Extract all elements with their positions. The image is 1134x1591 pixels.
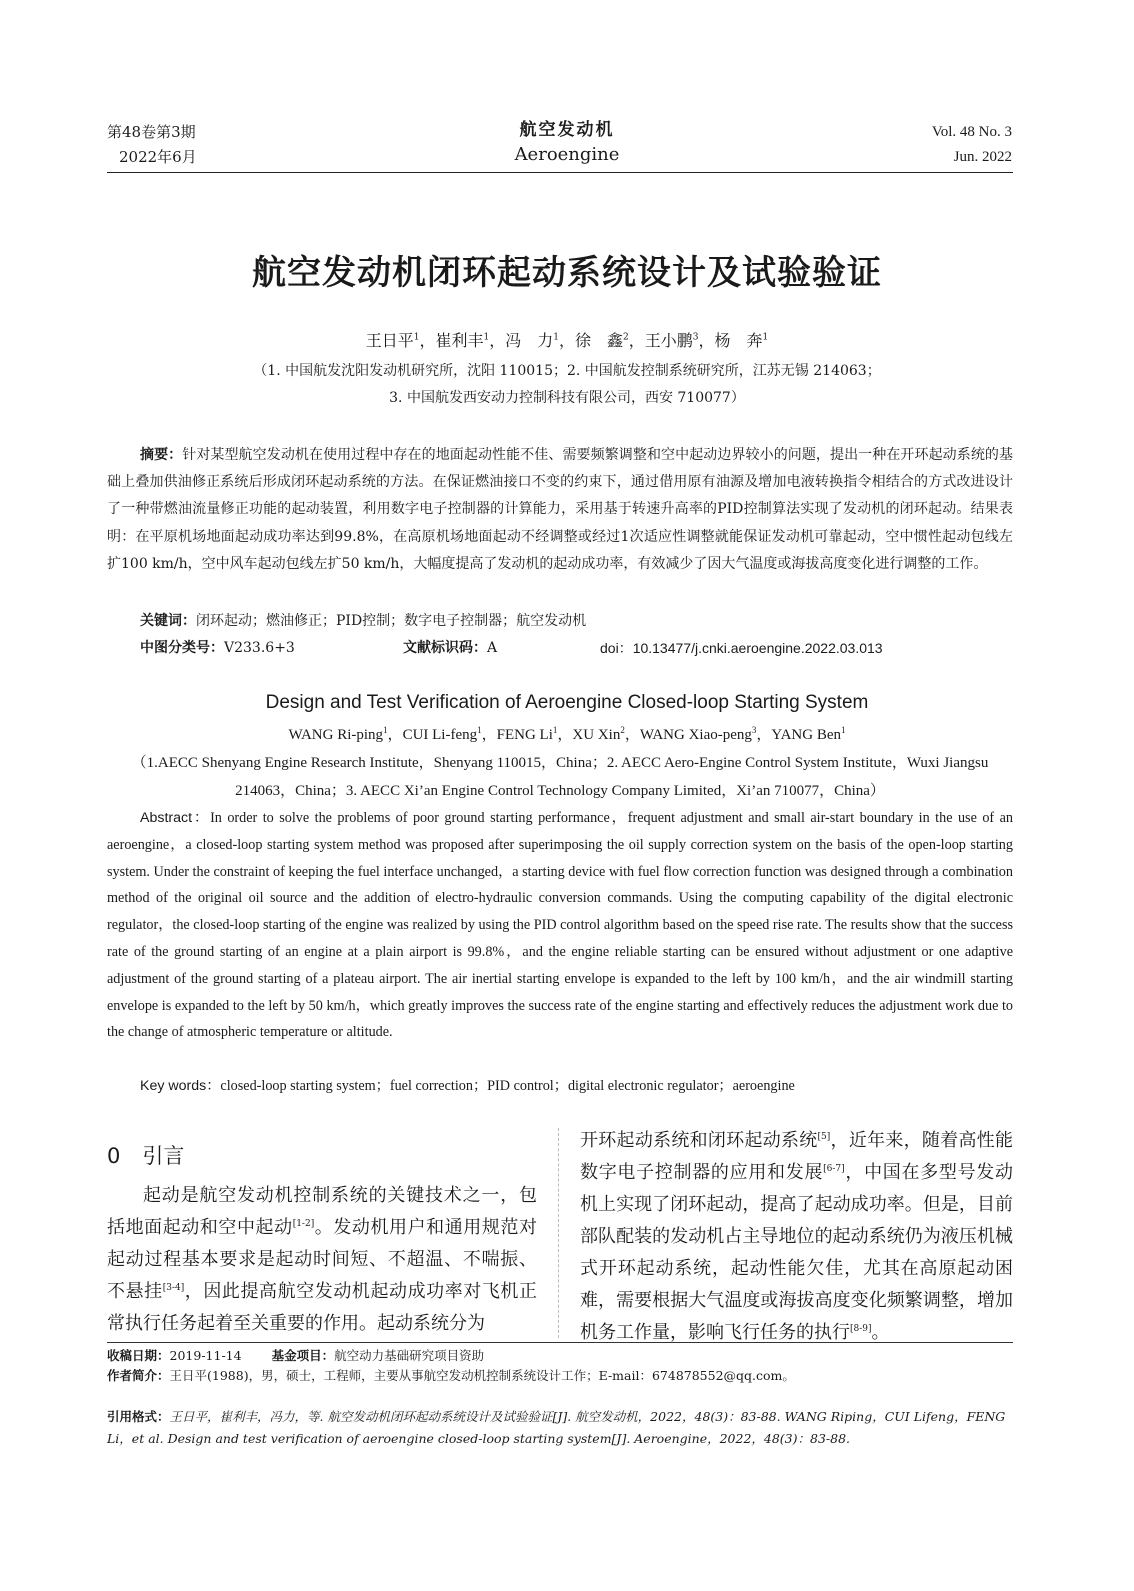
footnote-divider [107, 1342, 1013, 1343]
citation-ref[interactable]: [6-7] [823, 1164, 845, 1174]
body-text: 起动是航空发动机控制系统的关键技术之一，包括地面起动和空中起动 [107, 1185, 537, 1238]
keywords-cn-label: 关键词： [140, 613, 196, 629]
citation-ref[interactable]: [8-9] [850, 1324, 872, 1334]
body-text: 开环起动系统和闭环起动系统 [580, 1130, 818, 1151]
author-bio-value: 王日平(1988)，男，硕士，工程师，主要从事航空发动机控制系统设计工作；E-mail：674878552@qq.com。 [169, 1368, 795, 1383]
body-column-left [107, 1180, 537, 1340]
date-cn: 2022年6月 [119, 148, 197, 166]
body-text: 。发动机用户和通用规范对起动过程基本要求是起动时间短、不超温、不喘振、不悬挂 [107, 1217, 538, 1302]
footnote-citation [107, 1406, 1013, 1450]
affiliations-cn [0, 358, 1134, 412]
section-heading [107, 1140, 184, 1170]
keywords-cn-text: 闭环起动；燃油修正；PID控制；数字电子控制器；航空发动机 [196, 613, 587, 629]
author-cn: 冯 力$^1$ [505, 331, 559, 350]
affiliation-line: （1.AECC Shenyang Engine Research Institute，Shenyang 110015，China；2. AECC Aero-Engine Control System Institute，Wuxi Jiangsu [131, 755, 989, 771]
keywords-en-label: Key words： [140, 1078, 221, 1094]
author-bio-label: 作者简介： [107, 1368, 170, 1383]
abstract-en [107, 805, 1013, 1046]
date-en: Jun. 2022 [953, 149, 1012, 165]
author-cn: 王日平$^1$ [365, 331, 420, 350]
abstract-cn [107, 442, 1013, 578]
keywords-cn [140, 609, 586, 633]
classification-line [140, 636, 1013, 660]
section-number: 0 [107, 1144, 121, 1168]
author-cn: 王小鹏$^3$ [644, 331, 699, 350]
body-column-right [580, 1125, 1013, 1349]
keywords-en-text: closed-loop starting system；fuel correction；PID control；digital electronic regulator；aeroengine [220, 1078, 795, 1094]
affiliation-line: 214063，China；3. AECC Xi’an Engine Control Technology Company Limited，Xi’an 710077，China） [235, 783, 885, 799]
fund-label: 基金项目： [271, 1348, 335, 1363]
fund-value: 航空动力基础研究项目资助 [334, 1348, 485, 1363]
author-en: WANG Xiao-peng$^3$ [639, 725, 757, 743]
paper-title-en: Design and Test Verification of Aeroengine Closed-loop Starting System [265, 692, 869, 713]
author-list-en: WANG Ri-ping$^1$，CUI Li-feng$^1$，FENG Li$^1$，XU Xin$^2$，WANG Xiao-peng$^3$，YANG Ben$^1$ [288, 725, 846, 743]
affiliations-en [107, 749, 1013, 805]
doc-code-value: A [487, 640, 498, 656]
citation-ref[interactable]: [5] [817, 1132, 831, 1142]
body-text: ，中国在多型号发动机上实现了闭环起动，提高了起动成功率。但是，目前部队配装的发动机占主导地位的起动系统仍为液压机械式开环起动系统，起动性能欠佳，尤其在高原起动困难，需要根据大气温度或海拔高度变化频繁调整，增加机务工作量，影响飞行任务的执行 [580, 1162, 1014, 1343]
doc-code-label: 文献标识码： [403, 640, 487, 656]
citation-ref[interactable]: [1-2] [292, 1219, 315, 1229]
citation-value: 王日平，崔利丰，冯力，等. 航空发动机闭环起动系统设计及试验验证[J]. 航空发动机，2022，48(3)：83-88. WANG Riping，CUI Lifeng，FENG Li，et al. Design and test verification of aeroengine closed-loop starting system[J]. Aeroengine，2022，48(3)：83-88. [107, 1409, 1006, 1446]
abstract-cn-text: 针对某型航空发动机在使用过程中存在的地面起动性能不佳、需要频繁调整和空中起动边界较小的问题，提出一种在开环起动系统的基础上叠加供油修正系统后形成闭环起动系统的方法。在保证燃油接口不变的约束下，通过借用原有油源及增加电液转换指令相结合的方式改进设计了一种带燃油流量修正功能的起动装置，利用数字电子控制器的计算能力，采用基于转速升高率的PID控制算法实现了发动机的闭环起动。结果表明：在平原机场地面起动成功率达到99.8%，在高原机场地面起动不经调整或经过1次适应性调整就能保证发动机可靠起动，空中惯性起动包线左扩100 km/h，空中风车起动包线左扩50 km/h，大幅度提高了发动机的起动成功率，有效减少了因大气温度或海拔高度变化进行调整的工作。 [107, 447, 1014, 572]
author-en: XU Xin$^2$ [572, 725, 625, 743]
body-text: ，近年来，随着高性能数字电子控制器的应用和发展 [580, 1130, 1013, 1183]
abstract-cn-label: 摘要： [140, 447, 183, 463]
doi-label: doi： [600, 640, 633, 656]
affiliation-line: 3. 中国航发西安动力控制科技有限公司，西安 710077） [389, 390, 745, 406]
author-cn: 崔利丰$^1$ [435, 331, 490, 350]
footnote-received-fund [107, 1346, 1013, 1366]
received-label: 收稿日期： [107, 1348, 170, 1363]
author-cn: 徐 鑫$^2$ [575, 331, 629, 350]
author-en: FENG Li$^1$ [496, 725, 558, 743]
author-cn: 杨 奔$^1$ [714, 331, 769, 350]
column-divider [558, 1128, 559, 1338]
affiliation-line: （1. 中国航发沈阳发动机研究所，沈阳 110015；2. 中国航发控制系统研究所，江苏无锡 214063； [253, 363, 881, 379]
journal-name-en: Aeroengine [514, 144, 620, 165]
author-en: YANG Ben$^1$ [771, 725, 846, 743]
received-value: 2019-11-14 [169, 1348, 242, 1363]
journal-name-cn: 航空发动机 [519, 120, 615, 140]
doi-value: 10.13477/j.cnki.aeroengine.2022.03.013 [632, 640, 883, 656]
citation-label: 引用格式： [107, 1409, 170, 1424]
clc-value: V233.6+3 [224, 640, 295, 656]
keywords-en [140, 1073, 795, 1099]
header-issue-en [932, 120, 1012, 170]
abstract-en-text: In order to solve the problems of poor ground starting performance，frequent adjustment and small air-start boundary in the use of an aeroengine，a closed-loop starting system method was proposed after superimposing the oil supply correction system on the basis of the open-loop starting system. Under the constraint of keeping the fuel interface unchanged，a starting device with fuel flow correction function was designed through a combination method of the original oil source and the addition of electro-hydraulic conversion commands. Using the computing capability of the digital electronic regulator，the closed-loop starting of the engine was realized by using the PID control algorithm based on the speed rise rate. The results show that the success rate of the ground starting of an engine at a plain airport is 99.8%，and the engine reliable starting can be ensured without adjustment or one adaptive adjustment of the ground starting of a plateau airport. The air inertial starting envelope is expanded to the left by 100 km/h，and the air windmill starting envelope is expanded to the left by 50 km/h，which greatly improves the success rate of the engine starting and effectively reduces the adjustment work due to the change of atmospheric temperature or altitude. [107, 810, 1013, 1041]
body-text: 。 [871, 1322, 890, 1343]
paper-title-cn: 航空发动机闭环起动系统设计及试验验证 [252, 253, 882, 293]
volume-en: Vol. 48 No. 3 [931, 124, 1012, 140]
citation-ref[interactable]: [3-4] [162, 1283, 185, 1293]
clc-label: 中图分类号： [140, 640, 224, 656]
header-divider [107, 172, 1013, 173]
author-list-cn: 王日平$^1$，崔利丰$^1$，冯 力$^1$，徐 鑫$^2$，王小鹏$^3$，杨 奔$^1$ [365, 331, 769, 350]
author-en: CUI Li-feng$^1$ [402, 725, 482, 743]
abstract-en-label: Abstract： [140, 810, 211, 826]
volume-cn: 第48卷第3期 [107, 123, 196, 141]
footnote-author-bio [107, 1366, 1013, 1386]
section-title: 引言 [142, 1144, 185, 1168]
author-en: WANG Ri-ping$^1$ [288, 725, 388, 743]
body-text: ，因此提高航空发动机起动成功率对飞机正常执行任务起着至关重要的作用。起动系统分为 [107, 1281, 537, 1334]
